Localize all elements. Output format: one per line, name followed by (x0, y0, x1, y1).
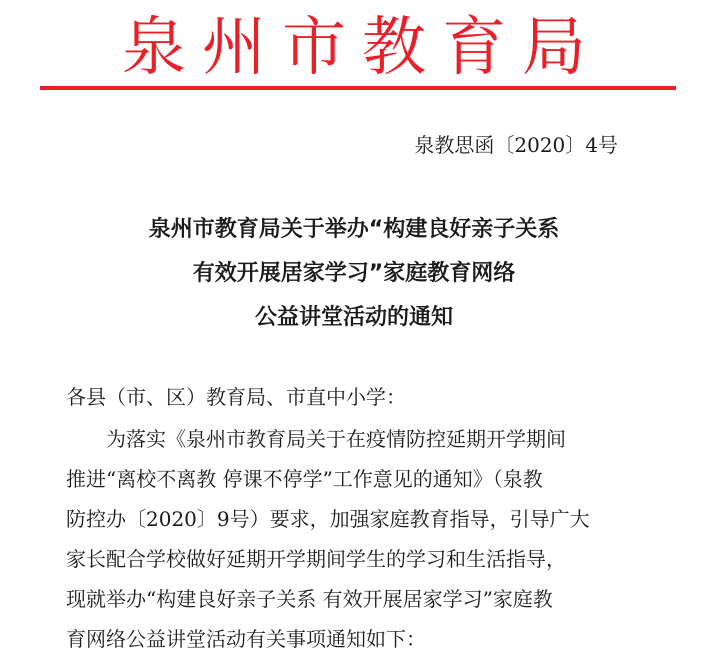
agency-letterhead-title: 泉州市教育局 (122, 11, 602, 85)
title-line: 有效开展居家学习”家庭教育网络 (192, 261, 516, 286)
body-paragraph (66, 424, 626, 664)
salutation: 各县（市、区）教育局、市直中小学： (66, 385, 406, 409)
body-line: 为落实《泉州市教育局关于在疫情防控延期开学期间 (106, 427, 566, 451)
letterhead-red-rule (40, 86, 676, 90)
body-line: 育网络公益讲堂活动有关事项通知如下： (66, 627, 426, 651)
body-line: 家长配合学校做好延期开学期间学生的学习和生活指导， (66, 547, 566, 571)
document-title (0, 212, 708, 344)
title-line: 公益讲堂活动的通知 (254, 305, 453, 330)
body-line: 现就举办“构建良好亲子关系 有效开展居家学习”家庭教 (66, 587, 553, 611)
body-line: 推进“离校不离教 停课不停学”工作意见的通知》（泉教 (66, 467, 543, 491)
document-number: 泉教思函〔2020〕4号 (414, 133, 618, 157)
title-line: 泉州市教育局关于举办“构建良好亲子关系 (148, 217, 560, 242)
body-line: 防控办〔2020〕9号）要求，加强家庭教育指导，引导广大 (66, 507, 590, 531)
